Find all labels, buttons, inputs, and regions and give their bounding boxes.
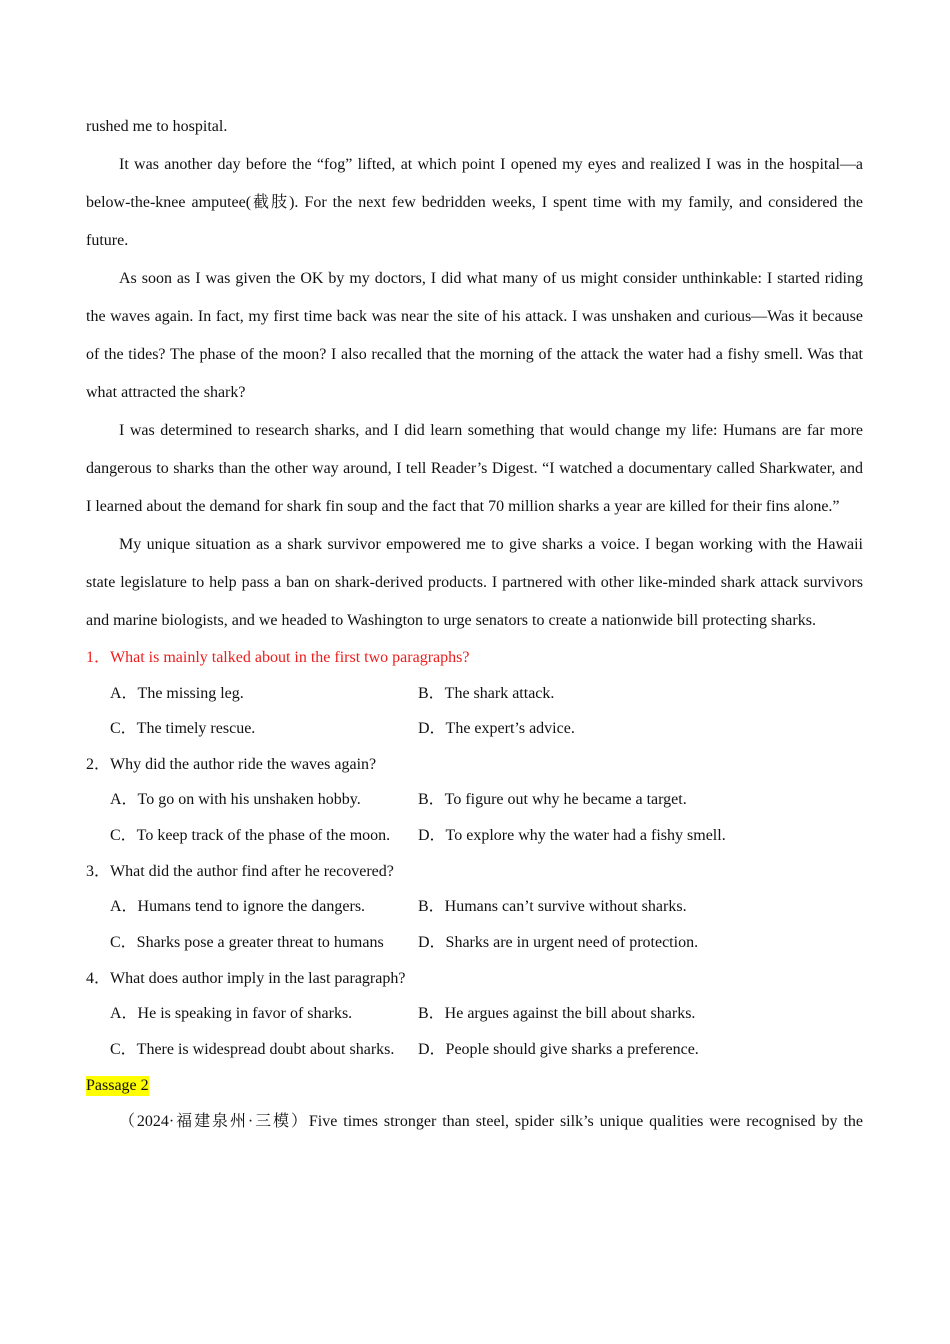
question-1 — [86, 640, 863, 747]
option-c: C．There is widespread doubt about sharks. — [110, 1040, 395, 1058]
question-4 — [86, 961, 863, 1068]
paragraph-3: As soon as I was given the OK by my doctors, I did what many of us might consider unthinkable: I started riding the waves again. In fact, my first time back was near the site of his attack. I was unshaken and curious—Was it because of the tides? The phase of the moon? I also recalled that the morning of the attack the water had a fishy smell. Was that what attracted the shark? — [86, 270, 863, 401]
paragraph-5: My unique situation as a shark survivor empowered me to give sharks a voice. I began working with the Hawaii state legislature to help pass a ban on shark-derived products. I partnered with other like-minded shark attack survivors and marine biologists, and we headed to Washington to urge senators to create a nationwide bill protecting sharks. — [86, 536, 863, 629]
passage-2-text: Five times stronger than steel, spider silk’s unique qualities were recognised by the — [308, 1112, 863, 1130]
question-2 — [86, 747, 863, 854]
question-3 — [86, 854, 863, 961]
option-c: C．Sharks pose a greater threat to humans — [110, 933, 384, 951]
option-row — [86, 996, 863, 1032]
passage-2-label: Passage 2 — [86, 1076, 149, 1094]
option-c: C．The timely rescue. — [110, 720, 256, 738]
option-b: B．He argues against the bill about sharks. — [418, 1005, 696, 1023]
option-row — [86, 889, 863, 925]
option-a: A．To go on with his unshaken hobby. — [110, 791, 361, 809]
question-stem: 4．What does author imply in the last paragraph? — [86, 969, 406, 987]
option-row — [86, 1032, 863, 1068]
passage-2-source: （2024·福建泉州·三模） — [119, 1112, 309, 1130]
option-row — [86, 818, 863, 854]
option-row — [86, 782, 863, 818]
option-d: D．To explore why the water had a fishy smell. — [418, 827, 726, 845]
option-d: D．The expert’s advice. — [418, 720, 575, 738]
option-b: B．The shark attack. — [418, 684, 555, 702]
option-a: A．The missing leg. — [110, 684, 244, 702]
option-b: B．To figure out why he became a target. — [418, 791, 687, 809]
document-page — [86, 108, 863, 1140]
option-row — [86, 711, 863, 747]
passage-2-first-line — [86, 1104, 863, 1140]
paragraph-1: rushed me to hospital. — [86, 118, 228, 135]
option-b: B．Humans can’t survive without sharks. — [418, 898, 687, 916]
option-row — [86, 676, 863, 712]
option-c: C．To keep track of the phase of the moon. — [110, 827, 391, 845]
option-row — [86, 925, 863, 961]
question-stem: 3．What did the author find after he recovered? — [86, 862, 394, 880]
paragraph-4: I was determined to research sharks, and I did learn something that would change my life: Humans are far more dangerous to sharks than the other way around, I tell Reader’s Digest. “I watched a documentary called Sharkwater, and I learned about the demand for shark fin soup and the fact that 70 million sharks a year are killed for their fins alone.” — [86, 422, 863, 515]
option-a: A．He is speaking in favor of sharks. — [110, 1005, 353, 1023]
option-d: D．Sharks are in urgent need of protection. — [418, 933, 699, 951]
passage-2-heading — [86, 1068, 863, 1104]
question-stem: 1．What is mainly talked about in the first two paragraphs? — [86, 649, 470, 666]
question-stem: 2．Why did the author ride the waves again? — [86, 755, 377, 773]
option-a: A．Humans tend to ignore the dangers. — [110, 898, 366, 916]
option-d: D．People should give sharks a preference. — [418, 1040, 699, 1058]
paragraph-2: It was another day before the “fog” lifted, at which point I opened my eyes and realized I was in the hospital—a below-the-knee amputee(截肢). For the next few bedridden weeks, I spent time with my family, and considered the future. — [86, 156, 863, 249]
